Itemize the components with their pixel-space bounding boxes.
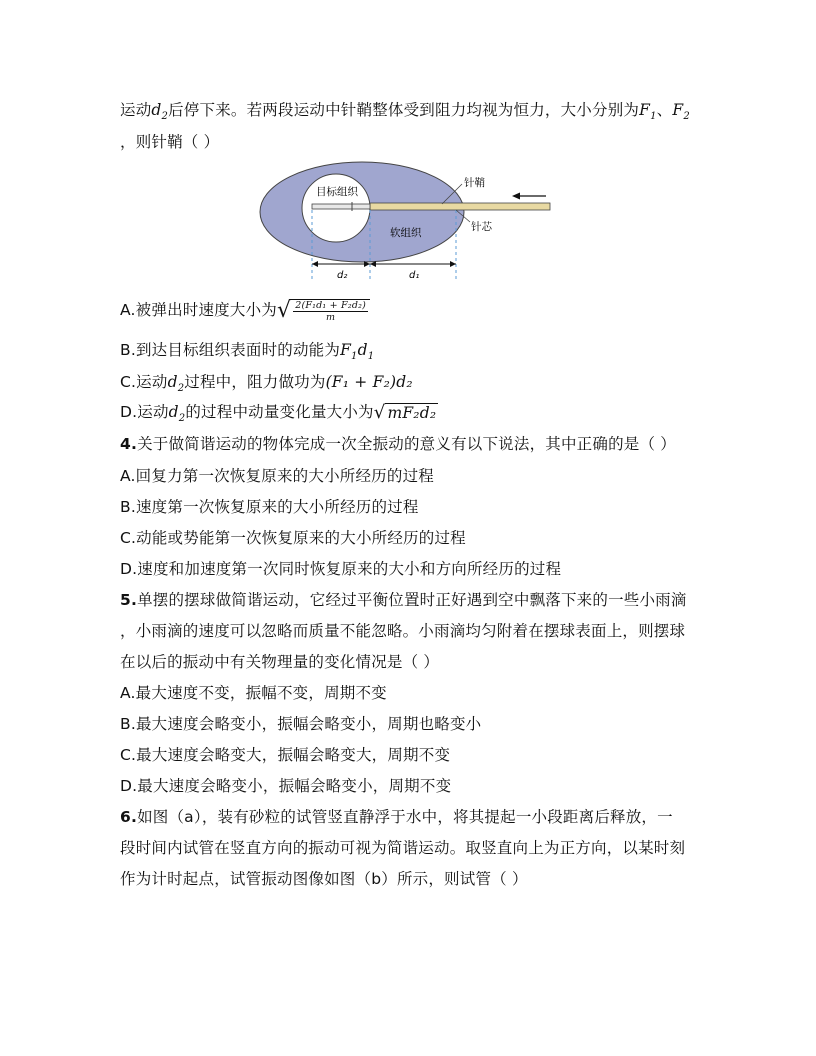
var-F2: $F_2$ — [672, 101, 690, 123]
q4-option-a: A.回复力第一次恢复原来的大小所经历的过程 — [120, 467, 434, 485]
q3-d-text-a: 运动 — [137, 403, 169, 421]
intro-line-1 — [120, 98, 690, 122]
q5-stem-1: 5.单摆的摆球做简谐运动，它经过平衡位置时正好遇到空中飘落下来的一些小雨滴 — [120, 591, 687, 609]
q6-number: 6. — [120, 808, 138, 826]
q4-number: 4. — [120, 435, 138, 453]
q3-b-formula: $F_1d_1$ — [340, 341, 375, 363]
needle-sheath — [370, 203, 550, 210]
q3-b-text: 到达目标组织表面时的动能为 — [135, 341, 341, 359]
var-d2: $d_2$ — [151, 101, 169, 123]
dim-arrow-d2-left — [312, 261, 318, 267]
q3-a-fraction: $\frac{\text{2(F₁d₁ + F₂d₂)}}{m}$ — [295, 299, 367, 323]
var-F1: $F_1$ — [639, 101, 657, 123]
q3-c-text-a: 运动 — [136, 373, 168, 391]
q3-d-sqrt: √ mF₂d₂ — [373, 402, 437, 423]
q5-option-c: C.最大速度会略变大，振幅会略变大，周期不变 — [120, 746, 451, 764]
q5-number: 5. — [120, 591, 138, 609]
q5-stem-2: ，小雨滴的速度可以忽略而质量不能忽略。小雨滴均匀附着在摆球表面上，则摆球 — [120, 622, 686, 640]
q3-option-d — [120, 400, 438, 424]
label-d2: d₂ — [337, 270, 348, 281]
q4-stem-text: 关于做简谐运动的物体完成一次全振动的意义有以下说法，其中正确的是（ ） — [137, 435, 677, 453]
q3-c-text-b: 过程中，阻力做功为 — [184, 373, 326, 391]
q5-option-a: A.最大速度不变，振幅不变，周期不变 — [120, 684, 387, 702]
q4-option-d: D.速度和加速度第一次同时恢复原来的大小和方向所经历的过程 — [120, 560, 562, 578]
q3-c-var-d2: $d_2$ — [167, 373, 185, 395]
needle-diagram — [250, 160, 560, 285]
q3-d-var-d2: $d_2$ — [168, 403, 186, 425]
q6-stem-3: 作为计时起点，试管振动图像如图（b）所示，则试管（ ） — [120, 870, 528, 888]
q3-option-c — [120, 370, 413, 394]
q3-d-prefix: D. — [120, 403, 138, 421]
intro-text-2: ，则针鞘（ ） — [120, 133, 220, 151]
q3-a-prefix: A. — [120, 301, 136, 319]
q3-b-prefix: B. — [120, 341, 136, 359]
dim-arrow-d1-right — [450, 261, 456, 267]
q3-option-a — [120, 298, 370, 323]
label-needle-sheath: 针鞘 — [464, 177, 485, 189]
label-target-tissue: 目标组织 — [316, 186, 358, 198]
motion-arrow-head — [512, 193, 520, 200]
intro-text-b: 后停下来。若两段运动中针鞘整体受到阻力均视为恒力，大小分别为 — [168, 101, 640, 119]
label-d1: d₁ — [409, 270, 420, 281]
intro-sep: 、 — [656, 101, 673, 119]
q6-stem-2: 段时间内试管在竖直方向的振动可视为简谐运动。取竖直向上为正方向，以某时刻 — [120, 839, 686, 857]
q4-option-c: C.动能或势能第一次恢复原来的大小所经历的过程 — [120, 529, 466, 547]
q3-d-text-b: 的过程中动量变化量大小为 — [185, 403, 374, 421]
q3-a-text: 被弹出时速度大小为 — [135, 301, 277, 319]
intro-text-a: 运动 — [120, 101, 152, 119]
label-soft-tissue: 软组织 — [390, 227, 422, 239]
q4-stem — [120, 432, 676, 454]
q6-stem-1: 6.如图（a），装有砂粒的试管竖直静浮于水中，将其提起一小段距离后释放，一 — [120, 808, 673, 826]
q4-option-b: B.速度第一次恢复原来的大小所经历的过程 — [120, 498, 419, 516]
needle-core — [312, 204, 370, 209]
q3-c-formula: (F₁ + F₂)d₂ — [325, 373, 413, 391]
q3-c-prefix: C. — [120, 373, 137, 391]
label-needle-core: 针芯 — [471, 221, 492, 233]
q5-option-d: D.最大速度会略变小，振幅会略变小，周期不变 — [120, 777, 452, 795]
q5-stem-3: 在以后的振动中有关物理量的变化情况是（ ） — [120, 653, 440, 671]
q3-option-b — [120, 338, 374, 362]
q3-a-sqrt: √ $\frac{\text{2(F₁d₁ + F₂d₂)}}{m}$ — [277, 298, 370, 323]
q5-option-b: B.最大速度会略变小，振幅会略变小，周期也略变小 — [120, 715, 482, 733]
intro-line-2 — [120, 130, 219, 152]
